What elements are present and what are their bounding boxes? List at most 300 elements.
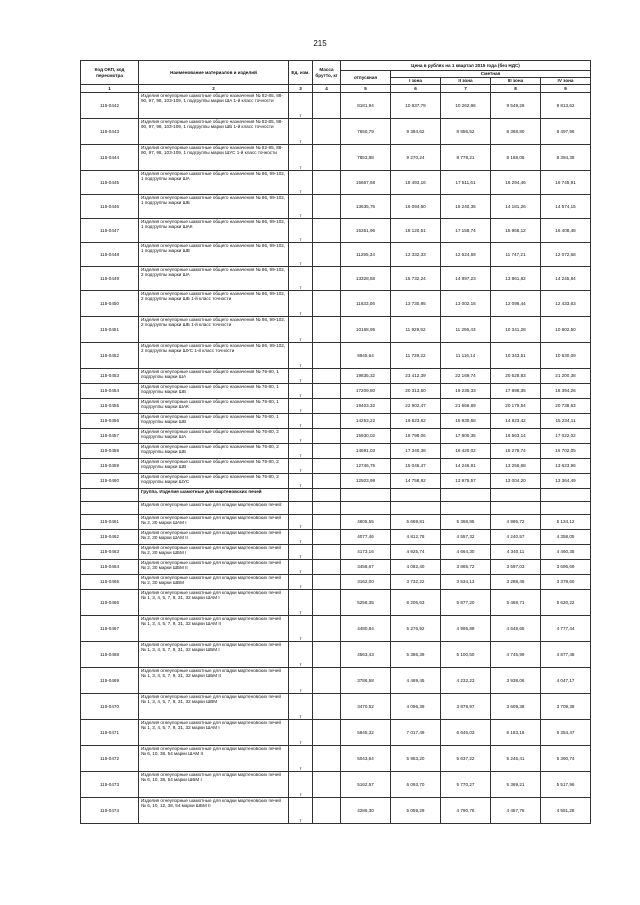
item-code: 115-0457 — [81, 429, 139, 444]
item-code: 115-0454 — [81, 384, 139, 399]
item-mass — [313, 545, 341, 560]
item-name: Изделия огнеупорные шамотные общего назначения № 76-80, 2 подгруппы марки ШБ — [139, 444, 289, 459]
price-zone-2: 21 666,89 — [441, 399, 491, 414]
price-zone-4: 12 072,68 — [541, 243, 591, 267]
item-name: Группа. Изделия шамотные для мартеновских печей — [139, 489, 289, 502]
table-row — [81, 515, 591, 530]
price-zone-2: 4 790,76 — [441, 798, 491, 824]
item-mass — [313, 195, 341, 219]
item-unit: т — [289, 590, 313, 616]
table-row — [81, 267, 591, 291]
price-zone-1: 9 270,24 — [391, 145, 441, 171]
item-unit: т — [289, 429, 313, 444]
item-code: 115-0468 — [81, 642, 139, 668]
item-name: Изделия огнеупорные шамотные общего назначения № 76-80, 1 подгруппы марки ШАК — [139, 399, 289, 414]
item-code: 115-0448 — [81, 243, 139, 267]
item-name: Изделия огнеупорные шамотные для кладки мартеновских печей № 1, 3, 4, 5, 7, 9, 31, 32 марки ШВМ — [139, 694, 289, 720]
item-mass — [313, 399, 341, 414]
item-mass — [313, 119, 341, 145]
price-table — [80, 60, 591, 824]
item-unit — [289, 502, 313, 515]
price-zone-1: 4 469,45 — [391, 668, 441, 694]
item-code: 115-0455 — [81, 399, 139, 414]
table-row — [81, 560, 591, 575]
item-unit: т — [289, 560, 313, 575]
price-zone-1: 6 093,70 — [391, 772, 441, 798]
table-row — [81, 616, 591, 642]
item-unit: т — [289, 369, 313, 384]
price-zone-2: 17 800,35 — [441, 429, 491, 444]
item-name: Изделия огнеупорные шамотные общего назначения № 86, 99-102, 1 подгруппы марки ШВ — [139, 243, 289, 267]
table-row — [81, 291, 591, 317]
item-mass — [313, 560, 341, 575]
price-zone-4: 16 408,48 — [541, 219, 591, 243]
price-release: 19835,32 — [341, 369, 391, 384]
item-mass — [313, 642, 341, 668]
price-zone-3: 20 179,54 — [491, 399, 541, 414]
price-zone-2: 3 878,97 — [441, 694, 491, 720]
price-zone-1: 18 120,51 — [391, 219, 441, 243]
item-unit: т — [289, 414, 313, 429]
price-release: 11633,06 — [341, 291, 391, 317]
column-number: 3 — [289, 85, 313, 93]
price-zone-3: 8 368,80 — [491, 119, 541, 145]
item-mass — [313, 369, 341, 384]
item-code — [81, 489, 139, 502]
price-zone-2: 15 240,35 — [441, 195, 491, 219]
price-release: 4077,46 — [341, 530, 391, 545]
price-zone-4: 8 497,96 — [541, 119, 591, 145]
item-name: Изделия огнеупорные шамотные для кладки мартеновских печей № 2, 30 марки ШВМ — [139, 575, 289, 590]
price-zone-4: 8 394,38 — [541, 145, 591, 171]
item-mass — [313, 474, 341, 489]
price-zone-4: 14 245,84 — [541, 267, 591, 291]
item-mass — [313, 616, 341, 642]
price-zone-1: 5 059,29 — [391, 798, 441, 824]
item-mass — [313, 772, 341, 798]
item-mass — [313, 219, 341, 243]
item-code: 115-0446 — [81, 195, 139, 219]
table-row — [81, 429, 591, 444]
item-unit: т — [289, 219, 313, 243]
table-row — [81, 545, 591, 560]
price-zone-4: 20 738,63 — [541, 399, 591, 414]
item-code: 115-0450 — [81, 291, 139, 317]
item-name: Изделия огнеупорные шамотные общего назначения № 82-85, 88-90, 97, 98, 103-109, 1 подгруппы марки ША 1-й класс точности — [139, 93, 289, 119]
price-zone-3: 3 938,06 — [491, 668, 541, 694]
price-zone-1: 9 384,62 — [391, 119, 441, 145]
price-zone-3: 17 898,35 — [491, 384, 541, 399]
price-release: 17209,80 — [341, 384, 391, 399]
price-zone-2: 5 877,20 — [441, 590, 491, 616]
item-unit: т — [289, 317, 313, 343]
price-zone-2: 12 624,69 — [441, 243, 491, 267]
item-name: Изделия огнеупорные шамотные общего назначения № 76-80, 1 подгруппы марки ШБ — [139, 384, 289, 399]
item-mass — [313, 515, 341, 530]
item-name: Изделия огнеупорные шамотные для кладки мартеновских печей № 6, 10, 38, 54 марки ШБМ I — [139, 772, 289, 798]
page-number: 215 — [313, 39, 327, 48]
price-zone-3: 4 340,11 — [491, 545, 541, 560]
item-code: 115-0471 — [81, 720, 139, 746]
item-code: 115-0472 — [81, 746, 139, 772]
price-release: 15667,68 — [341, 171, 391, 195]
price-zone-3: 14 823,42 — [491, 414, 541, 429]
price-zone-2: 17 511,61 — [441, 171, 491, 195]
price-release: 8181,94 — [341, 93, 391, 119]
item-unit: т — [289, 384, 313, 399]
item-code: 115-0470 — [81, 694, 139, 720]
price-zone-3: 9 549,26 — [491, 93, 541, 119]
price-zone-1: 3 732,22 — [391, 575, 441, 590]
item-mass — [313, 530, 341, 545]
item-unit: т — [289, 575, 313, 590]
item-code: 115-0442 — [81, 93, 139, 119]
price-zone-2 — [441, 489, 491, 502]
price-zone-3: 11 747,21 — [491, 243, 541, 267]
price-zone-1: 17 340,38 — [391, 444, 441, 459]
column-number: 2 — [139, 85, 289, 93]
item-code: 115-0445 — [81, 171, 139, 195]
price-release: 5162,57 — [341, 772, 391, 798]
price-release: 9945,64 — [341, 343, 391, 369]
price-zone-2: 14 246,91 — [441, 459, 491, 474]
item-mass — [313, 267, 341, 291]
table-row — [81, 575, 591, 590]
item-mass — [313, 414, 341, 429]
price-release: 5043,64 — [341, 746, 391, 772]
price-zone-3: 5 245,41 — [491, 746, 541, 772]
price-zone-2: 15 930,68 — [441, 414, 491, 429]
price-zone-3: 13 861,82 — [491, 267, 541, 291]
price-release: 14691,03 — [341, 444, 391, 459]
price-zone-1: 5 953,20 — [391, 746, 441, 772]
price-zone-4: 5 390,74 — [541, 746, 591, 772]
header-zone-3: III зона — [491, 78, 541, 85]
price-zone-1: 5 669,81 — [391, 515, 441, 530]
price-zone-1: 4 082,40 — [391, 560, 441, 575]
price-zone-2: 13 975,57 — [441, 474, 491, 489]
price-zone-3: 3 597,03 — [491, 560, 541, 575]
price-release: 3786,58 — [341, 668, 391, 694]
table-row — [81, 668, 591, 694]
item-unit: т — [289, 243, 313, 267]
item-name: Изделия огнеупорные шамотные общего назначения № 86, 99-102, 1 подгруппы марки ША — [139, 171, 289, 195]
price-zone-2: 10 262,96 — [441, 93, 491, 119]
price-zone-2: 13 002,16 — [441, 291, 491, 317]
item-name: Изделия огнеупорные шамотные общего назначения № 76-80, 2 подгруппы марки ШУС — [139, 474, 289, 489]
price-zone-1: 18 493,16 — [391, 171, 441, 195]
price-zone-3: 3 288,49 — [491, 575, 541, 590]
price-zone-1: 16 094,60 — [391, 195, 441, 219]
item-unit: т — [289, 720, 313, 746]
price-zone-4: 5 620,22 — [541, 590, 591, 616]
price-zone-1: 4 925,74 — [391, 545, 441, 560]
price-zone-1: 13 332,33 — [391, 243, 441, 267]
table-row — [81, 444, 591, 459]
price-release: 15351,96 — [341, 219, 391, 243]
item-mass — [313, 317, 341, 343]
price-release: 4173,16 — [341, 545, 391, 560]
price-release: 7650,79 — [341, 119, 391, 145]
item-unit: т — [289, 515, 313, 530]
column-number: 7 — [441, 85, 491, 93]
item-name: Изделия огнеупорные шамотные для кладки мартеновских печей № 2, 30 марки ШАМ II — [139, 530, 289, 545]
table-row — [81, 642, 591, 668]
price-release: 19403,32 — [341, 399, 391, 414]
table-row — [81, 474, 591, 489]
item-mass — [313, 590, 341, 616]
price-release: 11295,34 — [341, 243, 391, 267]
table-row — [81, 219, 591, 243]
item-mass — [313, 694, 341, 720]
item-code: 115-0464 — [81, 560, 139, 575]
item-name: Изделия огнеупорные шамотные для кладки мартеновских печей № 6, 10, 38, 54 марки ШАМ II — [139, 746, 289, 772]
item-unit — [289, 489, 313, 502]
item-unit: т — [289, 343, 313, 369]
price-release: 15930,02 — [341, 429, 391, 444]
price-zone-3: 13 004,20 — [491, 474, 541, 489]
price-release: 3470,52 — [341, 694, 391, 720]
price-zone-1 — [391, 489, 441, 502]
price-zone-4: 16 745,91 — [541, 171, 591, 195]
item-name: Изделия огнеупорные шамотные общего назначения № 86, 99-102, 2 подгруппы марки ШУС 1-й класс точности — [139, 343, 289, 369]
item-name: Изделия огнеупорные шамотные для кладки мартеновских печей № 2, 30 марки ШАМ I — [139, 515, 289, 530]
item-name: Изделия огнеупорные шамотные для кладки мартеновских печей № 1, 3, 4, 5, 7, 9, 31, 32 марки ШАМ II — [139, 616, 289, 642]
table-row — [81, 399, 591, 414]
item-unit: т — [289, 291, 313, 317]
item-code: 115-0444 — [81, 145, 139, 171]
table-body — [81, 93, 591, 824]
price-zone-2: 4 232,23 — [441, 668, 491, 694]
price-release: 4480,84 — [341, 616, 391, 642]
price-zone-3: 4 457,78 — [491, 798, 541, 824]
header-price-title: Цена в рублях на 1 квартал 2015 года (без НДС) — [341, 61, 591, 71]
table-row — [81, 746, 591, 772]
item-code: 115-0465 — [81, 575, 139, 590]
price-zone-1: 4 096,39 — [391, 694, 441, 720]
table-row — [81, 317, 591, 343]
table-row — [81, 590, 591, 616]
price-zone-4: 4 581,28 — [541, 798, 591, 824]
item-name: Изделия огнеупорные шамотные для кладки мартеновских печей № 1, 3, 4, 5, 7, 9, 31, 32 марки ШБМ II — [139, 668, 289, 694]
price-zone-3: 4 648,65 — [491, 616, 541, 642]
table-row — [81, 145, 591, 171]
item-code: 115-0467 — [81, 616, 139, 642]
price-release: 4563,43 — [341, 642, 391, 668]
column-number: 5 — [341, 85, 391, 93]
item-unit: т — [289, 545, 313, 560]
price-zone-2: 3 534,13 — [441, 575, 491, 590]
item-mass — [313, 429, 341, 444]
column-number-row — [81, 85, 591, 93]
price-zone-2: 8 778,21 — [441, 145, 491, 171]
table-row — [81, 195, 591, 219]
item-code: 115-0456 — [81, 414, 139, 429]
table-row — [81, 343, 591, 369]
price-zone-2: 19 235,33 — [441, 384, 491, 399]
table-row — [81, 119, 591, 145]
item-mass — [313, 459, 341, 474]
item-name: Изделия огнеупорные шамотные для кладки мартеновских печей: — [139, 502, 289, 515]
price-zone-4 — [541, 502, 591, 515]
price-zone-1: 13 730,95 — [391, 291, 441, 317]
item-name: Изделия огнеупорные шамотные общего назначения № 86, 99-102, 1 подгруппы марки ШАК — [139, 219, 289, 243]
item-unit: т — [289, 399, 313, 414]
item-name: Изделия огнеупорные шамотные для кладки мартеновских печей № 1, 3, 4, 5, 7, 9, 31, 32 марки ШАМ I — [139, 590, 289, 616]
item-unit: т — [289, 93, 313, 119]
item-mass — [313, 668, 341, 694]
item-unit: т — [289, 694, 313, 720]
item-name: Изделия огнеупорные шамотные для кладки мартеновских печей № 1, 3, 4, 5, 7, 9, 31, 32 марки ШБМ I — [139, 642, 289, 668]
table-row — [81, 694, 591, 720]
price-zone-4: 18 394,26 — [541, 384, 591, 399]
price-zone-1: 18 798,06 — [391, 429, 441, 444]
price-zone-3 — [491, 502, 541, 515]
item-mass — [313, 343, 341, 369]
price-zone-2: 4 995,89 — [441, 616, 491, 642]
price-zone-1: 10 837,79 — [391, 93, 441, 119]
item-code: 115-0459 — [81, 459, 139, 474]
price-release: 3162,00 — [341, 575, 391, 590]
price-zone-2: 17 158,74 — [441, 219, 491, 243]
price-zone-4: 14 574,15 — [541, 195, 591, 219]
price-release: 10168,95 — [341, 317, 391, 343]
table-row — [81, 772, 591, 798]
price-zone-1: 16 823,62 — [391, 414, 441, 429]
price-zone-2: 5 770,27 — [441, 772, 491, 798]
table-row — [81, 530, 591, 545]
price-release: 13635,76 — [341, 195, 391, 219]
price-zone-1 — [391, 502, 441, 515]
group-row — [81, 489, 591, 502]
table-row — [81, 369, 591, 384]
price-zone-4: 13 623,96 — [541, 459, 591, 474]
price-zone-3: 14 181,26 — [491, 195, 541, 219]
item-name: Изделия огнеупорные шамотные общего назначения № 76-80, 2 подгруппы марки ШВ — [139, 459, 289, 474]
price-zone-1: 20 313,50 — [391, 384, 441, 399]
column-number: 6 — [391, 85, 441, 93]
price-zone-4: 5 134,12 — [541, 515, 591, 530]
price-zone-2: 16 420,02 — [441, 444, 491, 459]
price-zone-3: 4 995,72 — [491, 515, 541, 530]
price-zone-4: 4 877,48 — [541, 642, 591, 668]
item-mass — [313, 798, 341, 824]
price-zone-2: 8 856,52 — [441, 119, 491, 145]
table-row — [81, 414, 591, 429]
price-zone-3: 20 628,83 — [491, 369, 541, 384]
item-code: 115-0453 — [81, 369, 139, 384]
price-zone-4: 10 802,50 — [541, 317, 591, 343]
item-mass — [313, 384, 341, 399]
price-zone-1: 15 045,47 — [391, 459, 441, 474]
price-zone-4: 4 047,17 — [541, 668, 591, 694]
price-zone-1: 5 386,39 — [391, 642, 441, 668]
item-code: 115-0473 — [81, 772, 139, 798]
item-mass — [313, 746, 341, 772]
price-release: 12503,98 — [341, 474, 391, 489]
price-zone-1: 15 732,24 — [391, 267, 441, 291]
price-zone-4: 4 460,35 — [541, 545, 591, 560]
header-zone-1: I зона — [391, 78, 441, 85]
header-release: отпускная — [341, 71, 391, 85]
header-name: Наименование материалов и изделий — [139, 61, 289, 85]
table-row — [81, 798, 591, 824]
price-zone-4: 4 358,05 — [541, 530, 591, 545]
item-unit: т — [289, 267, 313, 291]
price-zone-1: 4 812,78 — [391, 530, 441, 545]
table-row — [81, 93, 591, 119]
item-unit: т — [289, 119, 313, 145]
item-unit: т — [289, 616, 313, 642]
item-unit: т — [289, 530, 313, 545]
price-zone-2: 5 100,50 — [441, 642, 491, 668]
item-unit: т — [289, 642, 313, 668]
item-code: 115-0458 — [81, 444, 139, 459]
price-zone-2: 4 557,32 — [441, 530, 491, 545]
item-name: Изделия огнеупорные шамотные общего назначения № 82-85, 88-90, 97, 98, 103-109, 1 подгруппы марки ШБ 1-й класс точности — [139, 119, 289, 145]
price-zone-2: 6 645,03 — [441, 720, 491, 746]
item-code: 115-0447 — [81, 219, 139, 243]
price-zone-4 — [541, 489, 591, 502]
price-zone-1: 23 412,39 — [391, 369, 441, 384]
item-mass — [313, 145, 341, 171]
item-name: Изделия огнеупорные шамотные для кладки мартеновских печей № 2, 30 марки ШБМ II — [139, 560, 289, 575]
price-release: 5258,35 — [341, 590, 391, 616]
price-zone-1: 11 929,92 — [391, 317, 441, 343]
price-zone-3: 6 183,16 — [491, 720, 541, 746]
price-zone-3: 4 745,99 — [491, 642, 541, 668]
price-zone-3 — [491, 489, 541, 502]
price-zone-1: 7 017,49 — [391, 720, 441, 746]
item-name: Изделия огнеупорные шамотные общего назначения № 76-80, 1 подгруппы марки ША — [139, 369, 289, 384]
price-zone-2: 5 637,22 — [441, 746, 491, 772]
price-zone-4: 5 517,96 — [541, 772, 591, 798]
price-zone-4: 21 200,38 — [541, 369, 591, 384]
item-name: Изделия огнеупорные шамотные для кладки мартеновских печей № 2, 30 марки ШБМ I — [139, 545, 289, 560]
price-release: 4286,30 — [341, 798, 391, 824]
price-zone-3: 15 966,12 — [491, 219, 541, 243]
item-unit: т — [289, 474, 313, 489]
item-mass — [313, 93, 341, 119]
price-release: 14253,22 — [341, 414, 391, 429]
column-number: 1 — [81, 85, 139, 93]
price-zone-4: 13 364,49 — [541, 474, 591, 489]
price-zone-4: 10 630,09 — [541, 343, 591, 369]
price-zone-4: 3 379,60 — [541, 575, 591, 590]
item-unit: т — [289, 145, 313, 171]
item-code: 115-0443 — [81, 119, 139, 145]
price-zone-4: 3 696,69 — [541, 560, 591, 575]
header-code: Код ОКП, код пересмотра — [81, 61, 139, 85]
header-mass: Масса брутто, кг — [313, 61, 341, 85]
item-mass — [313, 720, 341, 746]
price-zone-4: 17 022,02 — [541, 429, 591, 444]
item-mass — [313, 243, 341, 267]
price-zone-3: 10 343,51 — [491, 343, 541, 369]
item-mass — [313, 291, 341, 317]
item-unit: т — [289, 444, 313, 459]
item-name: Изделия огнеупорные шамотные общего назначения № 86, 99-102, 2 подгруппы марки ШБ 1-й класс точности — [139, 291, 289, 317]
price-zone-3: 5 468,71 — [491, 590, 541, 616]
item-name: Изделия огнеупорные шамотные общего назначения № 86, 99-102, 2 подгруппы марки ШБ 1-й класс точности — [139, 317, 289, 343]
price-zone-3: 15 278,74 — [491, 444, 541, 459]
price-zone-2: 22 169,74 — [441, 369, 491, 384]
item-code — [81, 502, 139, 515]
item-code: 115-0462 — [81, 530, 139, 545]
price-zone-2 — [441, 502, 491, 515]
column-number: 9 — [541, 85, 591, 93]
table-row — [81, 720, 591, 746]
